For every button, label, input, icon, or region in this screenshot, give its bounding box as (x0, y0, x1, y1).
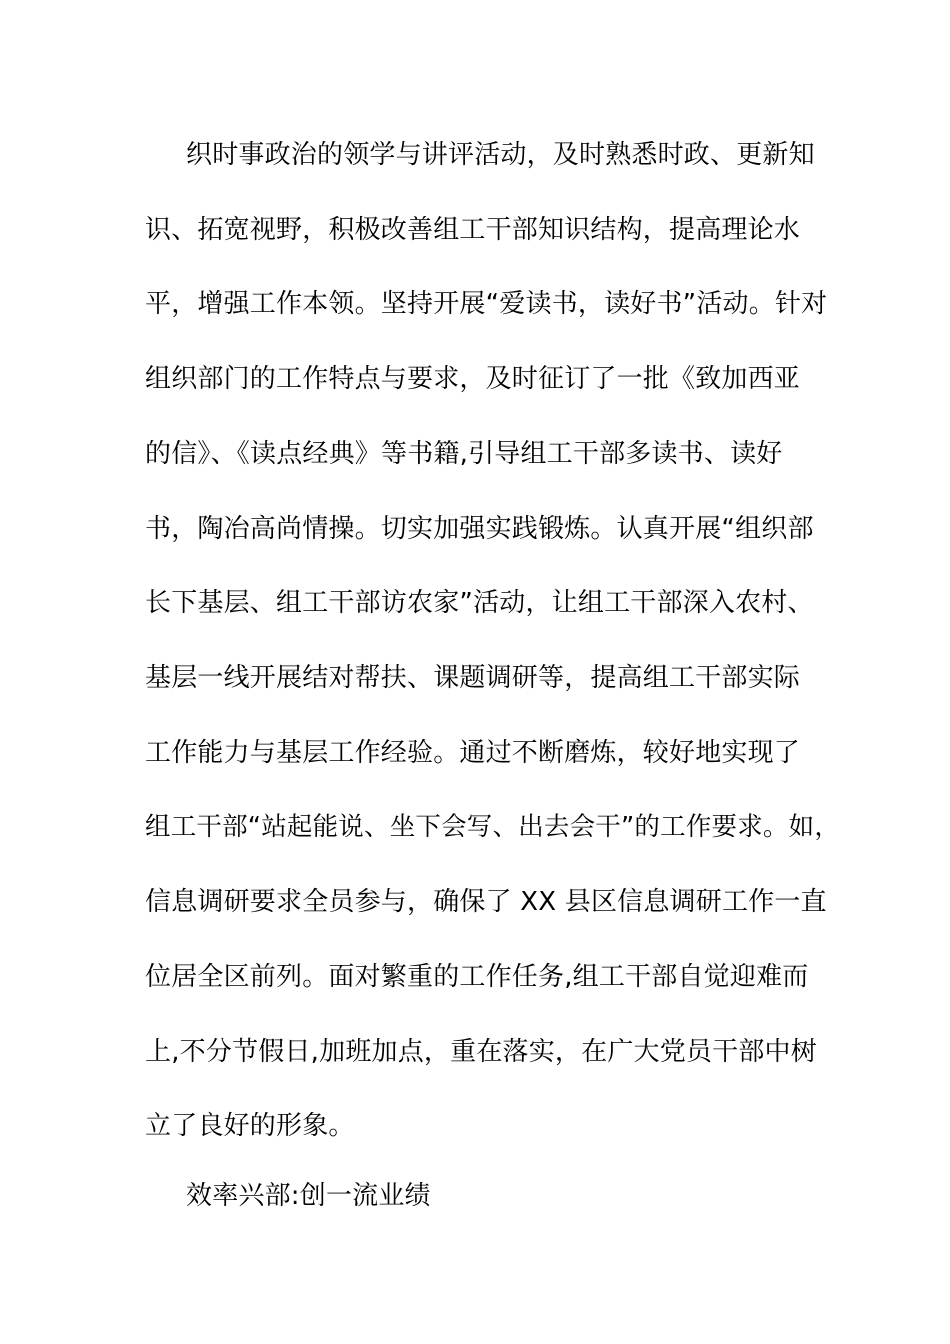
paragraph-line-6: 书，陶冶高尚情操。切实加强实践锻炼。认真开展“组织部 (145, 514, 814, 544)
paragraph-line-1: 织时事政治的领学与讲评活动，及时熟悉时政、更新知 (186, 140, 815, 170)
paragraph-line-13: 上,不分节假日,加班加点，重在落实，在广大党员干部中树 (145, 1037, 817, 1067)
paragraph-line-8: 基层一线开展结对帮扶、课题调研等，提高组工干部实际 (145, 663, 801, 693)
paragraph-line-12: 位居全区前列。面对繁重的工作任务,组工干部自觉迎难而 (145, 962, 809, 992)
paragraph-line-3: 平，增强工作本领。坚持开展“爱读书，读好书”活动。针对 (145, 289, 828, 319)
paragraph-line-2: 识、拓宽视野，积极改善组工干部知识结构，提高理论水 (145, 215, 801, 245)
paragraph-line-10: 组工干部“站起能说、坐下会写、出去会干”的工作要求。如， (145, 812, 841, 842)
paragraph-line-11: 信息调研要求全员参与，确保了 XX 县区信息调研工作一直 (145, 887, 827, 917)
paragraph-line-7: 长下基层、组工干部访农家”活动，让组工干部深入农村、 (145, 588, 814, 618)
paragraph-line-4: 组织部门的工作特点与要求，及时征订了一批《致加西亚 (145, 364, 801, 394)
section-heading: 效率兴部:创一流业绩 (186, 1181, 431, 1211)
paragraph-line-5: 的信》、《读点经典》等书籍,引导组工干部多读书、读好 (145, 439, 783, 469)
paragraph-line-14: 立了良好的形象。 (145, 1111, 355, 1141)
paragraph-line-9: 工作能力与基层工作经验。通过不断磨炼，较好地实现了 (145, 738, 801, 768)
